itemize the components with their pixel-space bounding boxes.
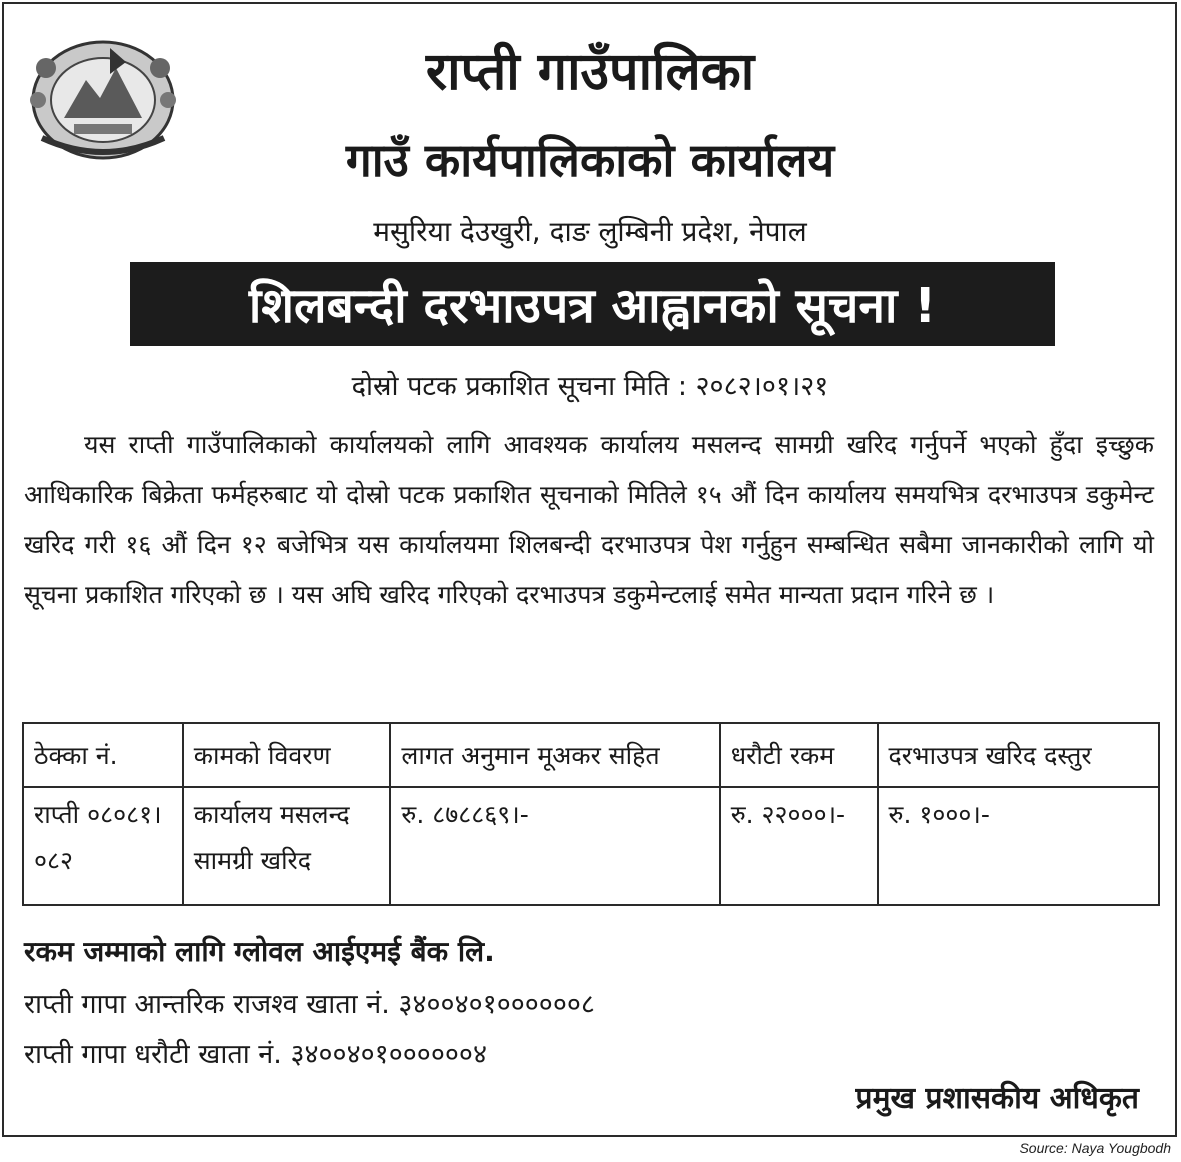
cell-deposit-amount: रु. २२०००।- <box>720 787 878 905</box>
cell-work-description: कार्यालय मसलन्द सामग्री खरिद <box>183 787 391 905</box>
col-work-description: कामको विवरण <box>183 723 391 787</box>
office-name: गाउँ कार्यपालिकाको कार्यालय <box>345 133 835 187</box>
table-header-row <box>23 723 1159 787</box>
source-credit: Source: Naya Yougbodh <box>1019 1140 1171 1156</box>
publication-date: दोस्रो पटक प्रकाशित सूचना मिति : २०८२।०१।२१ <box>351 371 829 402</box>
cell-bid-fee: रु. १०००।- <box>878 787 1159 905</box>
revenue-account-line: राप्ती गापा आन्तरिक राजश्व खाता नं. ३४००४०१००००००८ <box>24 989 595 1020</box>
deposit-account-line: राप्ती गापा धरौटी खाता नं. ३४००४०१००००००४ <box>24 1039 488 1070</box>
cell-contract-no: राप्ती ०८०८१।०८२ <box>23 787 183 905</box>
notice-title: शिलबन्दी दरभाउपत्र आह्वानको सूचना ! <box>248 277 937 334</box>
cell-cost-estimate: रु. ८७८८६९।- <box>390 787 719 905</box>
nepal-government-emblem-icon <box>24 28 182 166</box>
col-cost-estimate: लागत अनुमान मूअकर सहित <box>390 723 719 787</box>
table-row <box>23 787 1159 905</box>
col-deposit-amount: धरौटी रकम <box>720 723 878 787</box>
col-contract-no: ठेक्का नं. <box>23 723 183 787</box>
notice-title-banner <box>130 262 1055 346</box>
notice-body: यस राप्ती गाउँपालिकाको कार्यालयको लागि आवश्यक कार्यालय मसलन्द सामग्री खरिद गर्नुपर्ने भएको हुँदा इच्छुक आधिकारिक बिक्रेता फर्महरुबाट यो दोस्रो पटक प्रकाशित सूचनाको मितिले १५ औं दिन कार्यालय समयभित्र दरभाउपत्र डकुमेन्ट खरिद गरी १६ औं दिन १२ बजेभित्र यस कार्यालयमा शिलबन्दी दरभाउपत्र पेश गर्नुहुन सम्बन्धित सबैमा जानकारीको लागि यो सूचना प्रकाशित गरिएको छ । यस अघि खरिद गरिएको दरभाउपत्र डकुमेन्टलाई समेत मान्यता प्रदान गरिने छ । <box>24 430 1154 609</box>
tender-table <box>22 722 1160 906</box>
col-bid-fee: दरभाउपत्र खरिद दस्तुर <box>878 723 1159 787</box>
bank-name-line: रकम जम्माको लागि ग्लोवल आईएमई बैंक लि. <box>24 935 495 968</box>
municipality-name: राप्ती गाउँपालिका <box>425 42 755 102</box>
signatory-title: प्रमुख प्रशासकीय अधिकृत <box>855 1081 1139 1116</box>
office-address: मसुरिया देउखुरी, दाङ लुम्बिनी प्रदेश, नेपाल <box>373 215 807 248</box>
